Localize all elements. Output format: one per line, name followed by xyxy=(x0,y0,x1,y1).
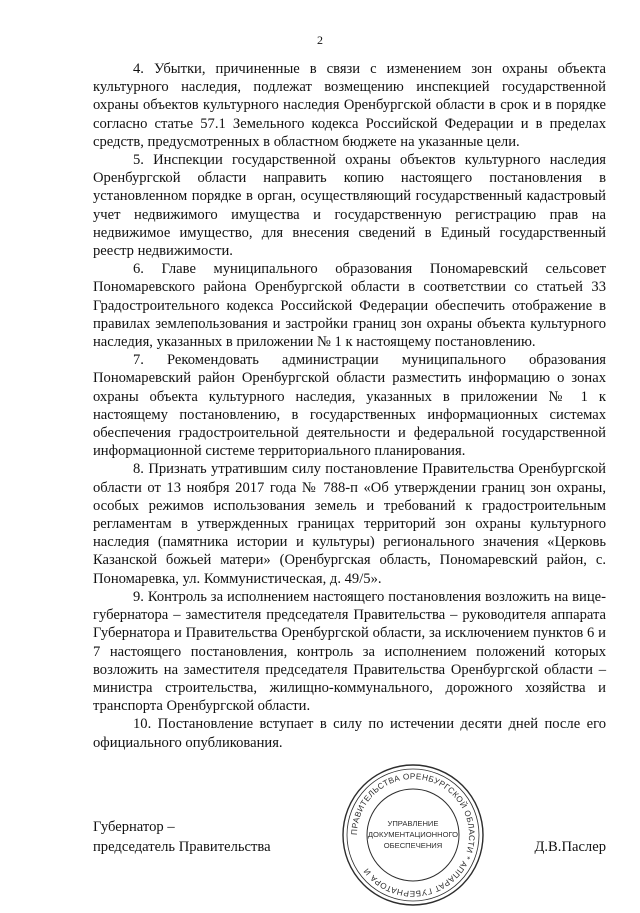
official-stamp xyxy=(340,762,486,908)
paragraph-7: 7. Рекомендовать администрации муниципального образования Пономаревский район Оренбургской области разместить информацию о зонах охраны объекта культурного наследия, указанных в приложении № 1 к настоящему постановлению, в государственных информационных системах обеспечения градостроительной деятельности и федеральной государственной информационной системе территориального планирования. xyxy=(93,352,606,460)
signatory-title xyxy=(93,817,271,857)
signatory-title-line-1: Губернатор – xyxy=(93,819,175,835)
paragraph-5: 5. Инспекции государственной охраны объектов культурного наследия Оренбургской области направить копию настоящего постановления в установленном порядке в орган, осуществляющий государственный кадастровый учет недвижимого имущества и государственную регистрацию прав на недвижимое имущество, для внесения сведений в Единый государственный реестр недвижимости. xyxy=(93,152,606,260)
stamp-line-2: ДОКУМЕНТАЦИОННОГО xyxy=(367,830,459,839)
paragraph-9: 9. Контроль за исполнением настоящего постановления возложить на вице-губернатора – заместителя председателя Правительства – руководителя аппарата Губернатора и Правительства Оренбургской области, за исключением пунктов 6 и 7 настоящего постановления, контроль за исполнением положений которых возложить на заместителя председателя Правительства Оренбургской области – министра строительства, жилищно-коммунального, дорожного хозяйства и транспорта Оренбургской области. xyxy=(93,588,606,715)
document-body xyxy=(93,60,606,752)
stamp-line-1: УПРАВЛЕНИЕ xyxy=(387,819,439,828)
paragraph-10: 10. Постановление вступает в силу по истечении десяти дней после его официального опубликования. xyxy=(93,716,606,751)
page-number: 2 xyxy=(317,33,323,47)
stamp-outer-text: ПРАВИТЕЛЬСТВА ОРЕНБУРГСКОЙ ОБЛАСТИ * АППАРАТ ГУБЕРНАТОРА И xyxy=(349,771,477,899)
stamp-seal xyxy=(340,762,486,908)
paragraph-4: 4. Убытки, причиненные в связи с изменением зон охраны объекта культурного наследия, подлежат возмещению инспекцией государственной охраны объектов культурного наследия Оренбургской области в срок и в порядке согласно статье 57.1 Земельного кодекса Российской Федерации и в пределах средств, предусмотренных в областном бюджете на указанные цели. xyxy=(93,61,606,150)
signatory-title-line-2: председатель Правительства xyxy=(93,839,271,855)
paragraph-6: 6. Главе муниципального образования Пономаревский сельсовет Пономаревского района Оренбургской области в соответствии со статьей 33 Градостроительного кодекса Российской Федерации обеспечить отображение в правилах землепользования и застройки границ зон охраны объекта культурного наследия, указанных в приложении № 1 к настоящему постановлению. xyxy=(93,261,606,351)
stamp-line-3: ОБЕСПЕЧЕНИЯ xyxy=(383,841,443,850)
signatory-name: Д.В.Паслер xyxy=(534,839,606,855)
paragraph-8: 8. Признать утратившим силу постановление Правительства Оренбургской области от 13 ноября 2017 года № 788-п «Об утверждении границ зон охраны, особых режимов использования земель и требований к градостроительным регламентам в утвержденных границах территорий зон охраны культурного наследия (памятника истории и культуры) регионального значения «Церковь Казанской божьей матери» (Оренбургская область, Пономаревский район, с. Пономаревка, ул. Коммунистическая, д. 49/5». xyxy=(93,461,606,587)
